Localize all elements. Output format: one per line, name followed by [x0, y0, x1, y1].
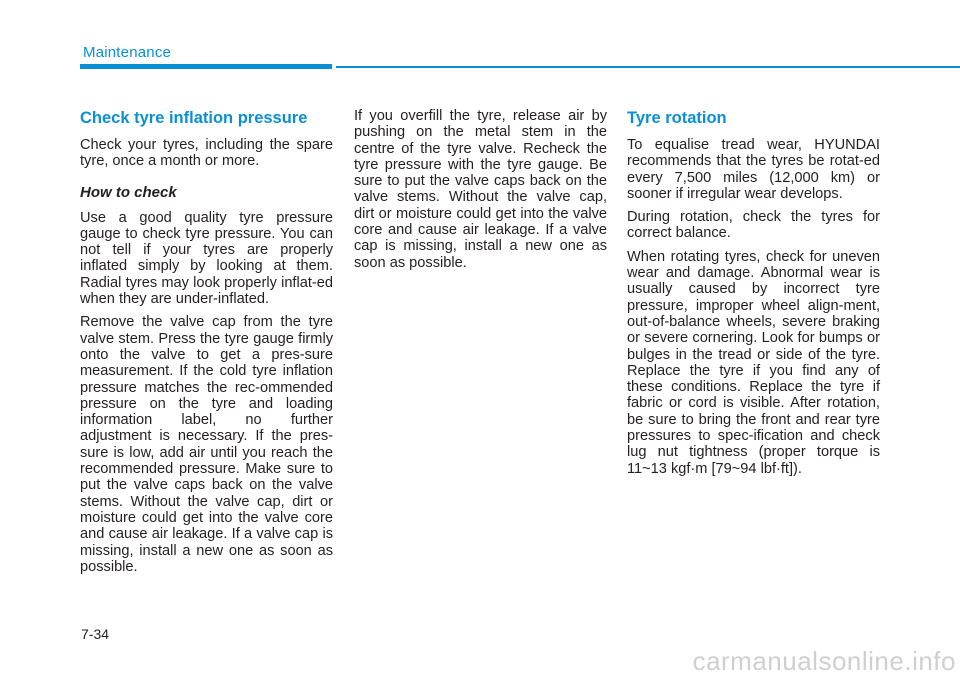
left-column	[80, 108, 333, 582]
paragraph-intro: Check your tyres, including the spare tyre, once a month or more.	[80, 137, 333, 170]
section-title: Maintenance	[83, 44, 172, 61]
page-number: 7-34	[81, 626, 110, 642]
subheading-how-to-check: How to check	[80, 183, 177, 201]
paragraph-balance: During rotation, check the tyres for correct balance.	[627, 209, 880, 242]
watermark: carmanualsonline.info	[692, 646, 956, 676]
heading-check-tyre-inflation: Check tyre inflation pressure	[80, 109, 308, 127]
header-rule-thick	[80, 64, 332, 69]
header-rule-thin	[336, 66, 960, 68]
middle-column	[354, 108, 607, 278]
paragraph-overfill: If you overfill the tyre, release air by pushing on the metal stem in the centre of the tyre valve. Recheck the tyre pressure with the tyre gauge. Be sure to put the valve caps back on the valve stems. Without the valve cap, dirt or moisture could get into the valve core and cause air leakage. If a valve cap is missing, install a new one as soon as possible.	[354, 108, 607, 271]
heading-tyre-rotation: Tyre rotation	[627, 109, 727, 127]
right-column	[627, 108, 880, 484]
paragraph-uneven-wear: When rotating tyres, check for uneven wear and damage. Abnormal wear is usually caused by incorrect tyre pressure, improper wheel align-ment, out-of-balance wheels, severe braking or severe cornering. Look for bumps or bulges in the tread or side of the tyre. Replace the tyre if you find any of these conditions. Replace the tyre if fabric or cord is visible. After rotation, be sure to bring the front and rear tyre pressures to spec-ification and check lug nut tightness (proper torque is 11~13 kgf·m [79~94 lbf·ft]).	[627, 248, 880, 477]
paragraph-gauge: Use a good quality tyre pressure gauge to check tyre pressure. You can not tell if your tyres are properly inflated simply by looking at them. Radial tyres may look properly inflat-ed when they are under-inflated.	[80, 209, 333, 308]
paragraph-remove-cap: Remove the valve cap from the tyre valve stem. Press the tyre gauge firmly onto the valve to get a pres-sure measurement. If the cold tyre inflation pressure matches the rec-ommended pressure on the tyre and loading information label, no further adjustment is necessary. If the pres-sure is low, add air until you reach the recommended pressure. Make sure to put the valve caps back on the valve stems. Without the valve cap, dirt or moisture could get into the valve core and cause air leakage. If a valve cap is missing, install a new one as soon as possible.	[80, 314, 333, 575]
paragraph-rotation-interval: To equalise tread wear, HYUNDAI recommends that the tyres be rotat-ed every 7,500 miles (12,000 km) or sooner if irregular wear develops.	[627, 137, 880, 202]
